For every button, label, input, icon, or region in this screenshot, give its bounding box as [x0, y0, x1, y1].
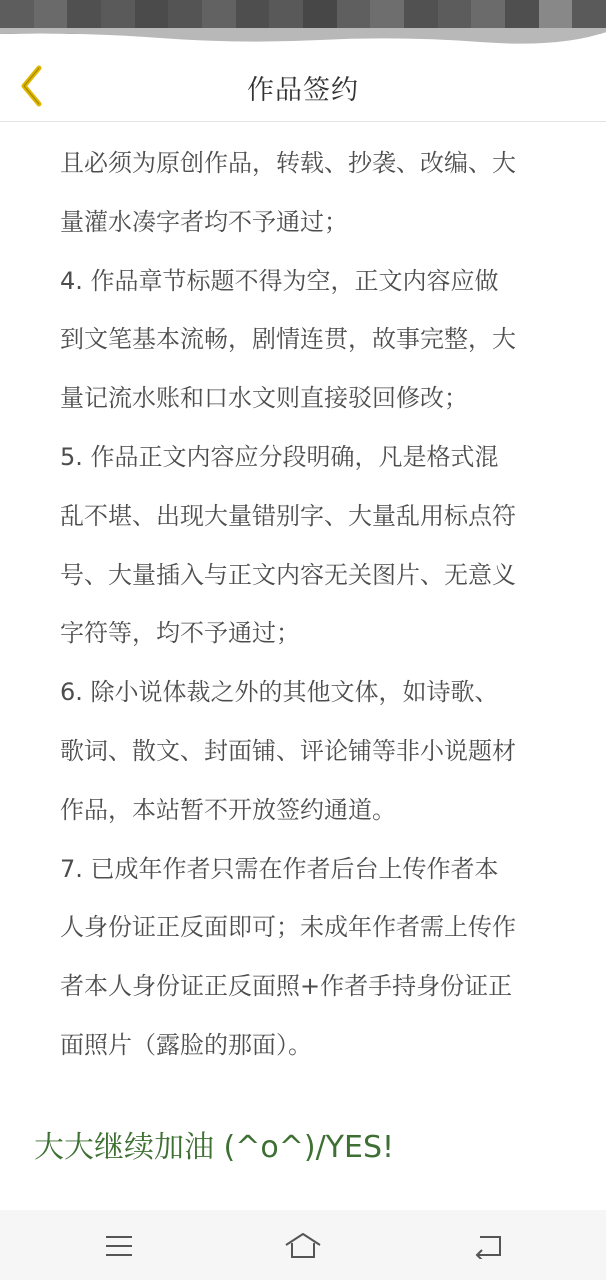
text-line: 者本人身份证正反面照+作者手持身份证正 [60, 972, 513, 1001]
text-line: 4. 作品章节标题不得为空，正文内容应做 [60, 266, 499, 295]
text-line: 字符等，均不予通过； [60, 619, 300, 648]
article-body [60, 134, 580, 1075]
return-icon [472, 1233, 504, 1259]
return-button[interactable] [466, 1224, 510, 1268]
menu-icon [103, 1233, 135, 1259]
text-line: 6. 除小说体裁之外的其他文体，如诗歌、 [60, 678, 499, 707]
text-line: 量记流水账和口水文则直接驳回修改； [60, 384, 468, 413]
text-line: 歌词、散文、封面铺、评论铺等非小说题材 [60, 736, 516, 765]
text-line: 量灌水凑字者均不予通过； [60, 207, 348, 236]
menu-button[interactable] [97, 1224, 141, 1268]
text-line: 到文笔基本流畅，剧情连贯，故事完整，大 [60, 325, 516, 354]
text-line: 号、大量插入与正文内容无关图片、无意义 [60, 560, 516, 589]
home-icon [283, 1231, 323, 1261]
text-line: 7. 已成年作者只需在作者后台上传作者本 [60, 854, 499, 883]
system-nav-bar [0, 1210, 606, 1280]
text-line: 5. 作品正文内容应分段明确，凡是格式混 [60, 442, 499, 471]
app-header [0, 58, 606, 122]
text-line: 且必须为原创作品，转载、抄袭、改编、大 [60, 149, 516, 177]
status-bar-edge [0, 28, 606, 58]
cheer-caption: 大大继续加油 (^o^)/YES! [34, 1130, 395, 1165]
text-line: 人身份证正反面即可；未成年作者需上传作 [60, 913, 516, 942]
home-button[interactable] [281, 1224, 325, 1268]
text-line: 作品，本站暂不开放签约通道。 [60, 795, 396, 824]
text-line: 面照片（露脸的那面）。 [60, 1030, 312, 1059]
text-line: 乱不堪、出现大量错别字、大量乱用标点符 [60, 501, 516, 530]
page-title: 作品签约 [247, 75, 359, 106]
